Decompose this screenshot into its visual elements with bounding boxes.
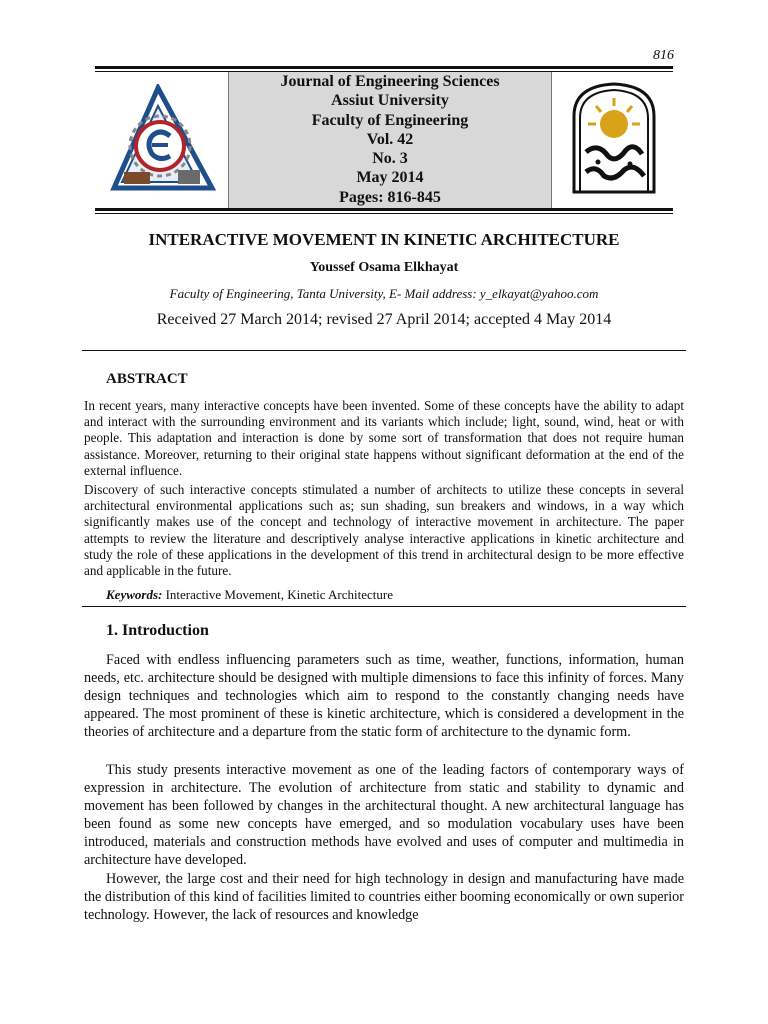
journal-name: Journal of Engineering Sciences <box>280 73 500 90</box>
journal-university: Assiut University <box>331 92 449 110</box>
faculty-engineering-logo <box>108 84 218 196</box>
section-divider <box>82 350 686 351</box>
keywords-label: Keywords: <box>106 587 163 602</box>
article-dates: Received 27 March 2014; revised 27 April 2014; accepted 4 May 2014 <box>156 311 612 328</box>
journal-header-box <box>228 72 552 208</box>
introduction-paragraph: This study presents interactive movement as one of the leading factors of contemporary ways of expression in architecture. The evolution of architecture from static and stability to dynamic and movement has been followed by changes in the architectural thought. A new architectural language has been found as some new concepts have emerged, and so modulation vocabulary uses have been introduced, materials and construction methods have evolved and uses of computer and multimedia in architecture have developed. <box>84 762 684 868</box>
article-affiliation: Faculty of Engineering, Tanta University, E- Mail address: y_elkayat@yahoo.com <box>169 286 599 301</box>
introduction-paragraph: Faced with endless influencing parameters such as time, weather, functions, information, human needs, etc. architecture should be designed with multiple dimensions to face this infinity of forces. Many design techniques and technologies which aim to respond to the constantly changing needs have appeared. The most prominent of these is kinetic architecture, which is considered a development in the theories of architecture and a departure from the static form of architecture to the dynamic form. <box>84 652 684 740</box>
introduction-paragraph: However, the large cost and their need for high technology in design and manufacturing have made the distribution of this kind of facilities limited to countries either booming economically or own superior technology. However, the lack of resources and knowledge <box>84 871 684 923</box>
header-rule-top <box>95 66 673 69</box>
introduction-heading: 1. Introduction <box>106 622 209 639</box>
abstract-paragraph: Discovery of such interactive concepts stimulated a number of architects to utilize these concepts in several architectural environmental applications such as; sun shading, sun breakers and windows, in a way which significantly makes use of the concept and technology of interactive movement in architecture. The paper attempts to review the literature and descriptively analyse interactive applications in kinetic architecture and study the role of these applications in the development of this trend in architectural design to be more effective and applicable in the future. <box>84 482 684 579</box>
header-rule-bottom <box>95 208 673 211</box>
assiut-university-logo <box>568 80 660 196</box>
journal-pages: Pages: 816-845 <box>339 188 441 206</box>
article-author: Youssef Osama Elkhayat <box>309 260 459 275</box>
keywords-line <box>106 587 393 603</box>
journal-date: May 2014 <box>356 169 424 187</box>
keywords-divider <box>82 606 686 607</box>
journal-faculty: Faculty of Engineering <box>311 111 469 129</box>
article-title: INTERACTIVE MOVEMENT IN KINETIC ARCHITECTURE <box>148 230 620 249</box>
page-number: 816 <box>653 48 674 63</box>
keywords-text: Interactive Movement, Kinetic Architecture <box>162 587 393 602</box>
journal-number: No. 3 <box>372 150 408 168</box>
journal-volume: Vol. 42 <box>366 130 414 148</box>
abstract-heading: ABSTRACT <box>106 371 188 387</box>
abstract-paragraph: In recent years, many interactive concepts have been invented. Some of these concepts have the ability to adapt and interact with the surrounding environment and its variants which include; light, sound, wind, heat or with people. This adaptation and interaction is done by some sort of transformation that does not require human assistance. Moreover, returning to their original state happens without significant deformation at the end of the external influence. <box>84 398 684 478</box>
header-rule-bottom-thin <box>95 213 673 214</box>
